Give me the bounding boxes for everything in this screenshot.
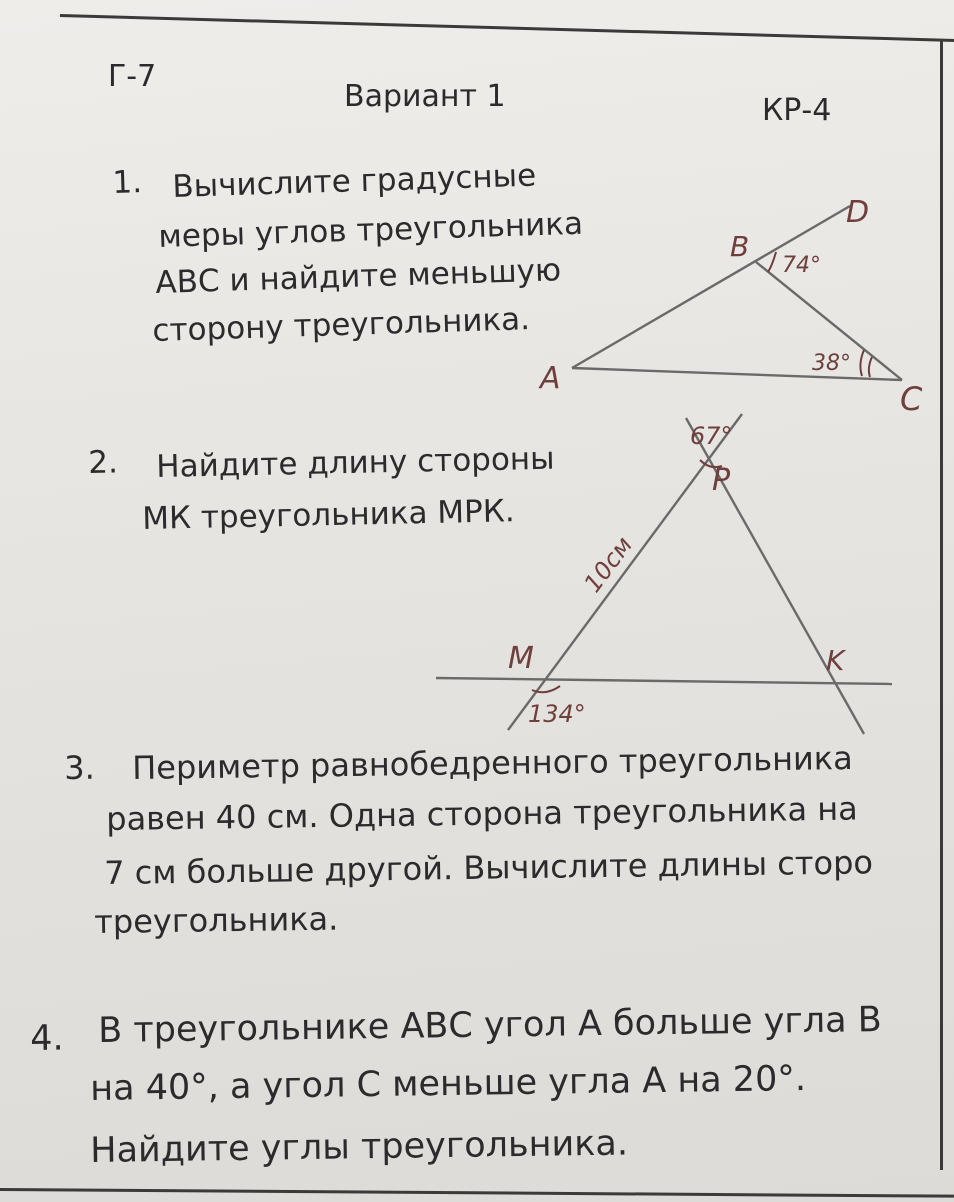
vertex-b-label: B — [730, 230, 750, 263]
angle-b-value: 74° — [782, 253, 821, 278]
line-through-m-k — [436, 678, 892, 684]
task4-line-3: Найдите углы треугольника. — [89, 1123, 629, 1171]
task1-line-3: АВС и найдите меньшую — [154, 252, 562, 301]
task3-line-2: равен 40 см. Одна сторона треугольника на — [105, 789, 859, 838]
point-d-label: D — [846, 195, 870, 230]
vertex-a-label: A — [540, 361, 561, 396]
vertex-k-label: K — [826, 644, 845, 677]
task2-line-2: МК треугольника МРК. — [141, 493, 516, 537]
task3-line-4: треугольника. — [93, 899, 339, 941]
task1-line-1: Вычислите градусные — [171, 157, 537, 205]
vertex-c-label: C — [900, 380, 923, 418]
task3-line-3: 7 см больше другой. Вычислите длины сторо — [103, 843, 874, 892]
task4-number: 4. — [29, 1018, 64, 1059]
variant-title: Вариант 1 — [344, 79, 506, 114]
task4-line-2: на 40°, а угол С меньше угла А на 20°. — [89, 1059, 807, 1109]
vertex-m-label: M — [508, 641, 534, 676]
angle-c-value: 38° — [812, 351, 851, 376]
vertex-p-label: P — [712, 463, 731, 498]
task1-line-4: сторону треугольника. — [151, 301, 531, 349]
test-code: КР-4 — [762, 93, 832, 128]
task3-number: 3. — [63, 748, 96, 787]
angle-p-value: 67° — [690, 422, 733, 450]
side-mp-length: 10см — [578, 531, 639, 598]
task2-line-1: Найдите длину стороны — [155, 440, 555, 485]
angle-m-value: 134° — [528, 700, 586, 728]
task1-number: 1. — [111, 164, 143, 201]
task3-line-1: Периметр равнобедренного треугольника — [131, 738, 853, 787]
grade-label: Г-7 — [108, 59, 157, 94]
angle-m-arc — [532, 686, 560, 692]
task4-line-1: В треугольнике АВС угол А больше угла В — [97, 1000, 883, 1051]
task2-number: 2. — [87, 444, 119, 481]
task1-line-2: меры углов треугольника — [157, 205, 584, 255]
